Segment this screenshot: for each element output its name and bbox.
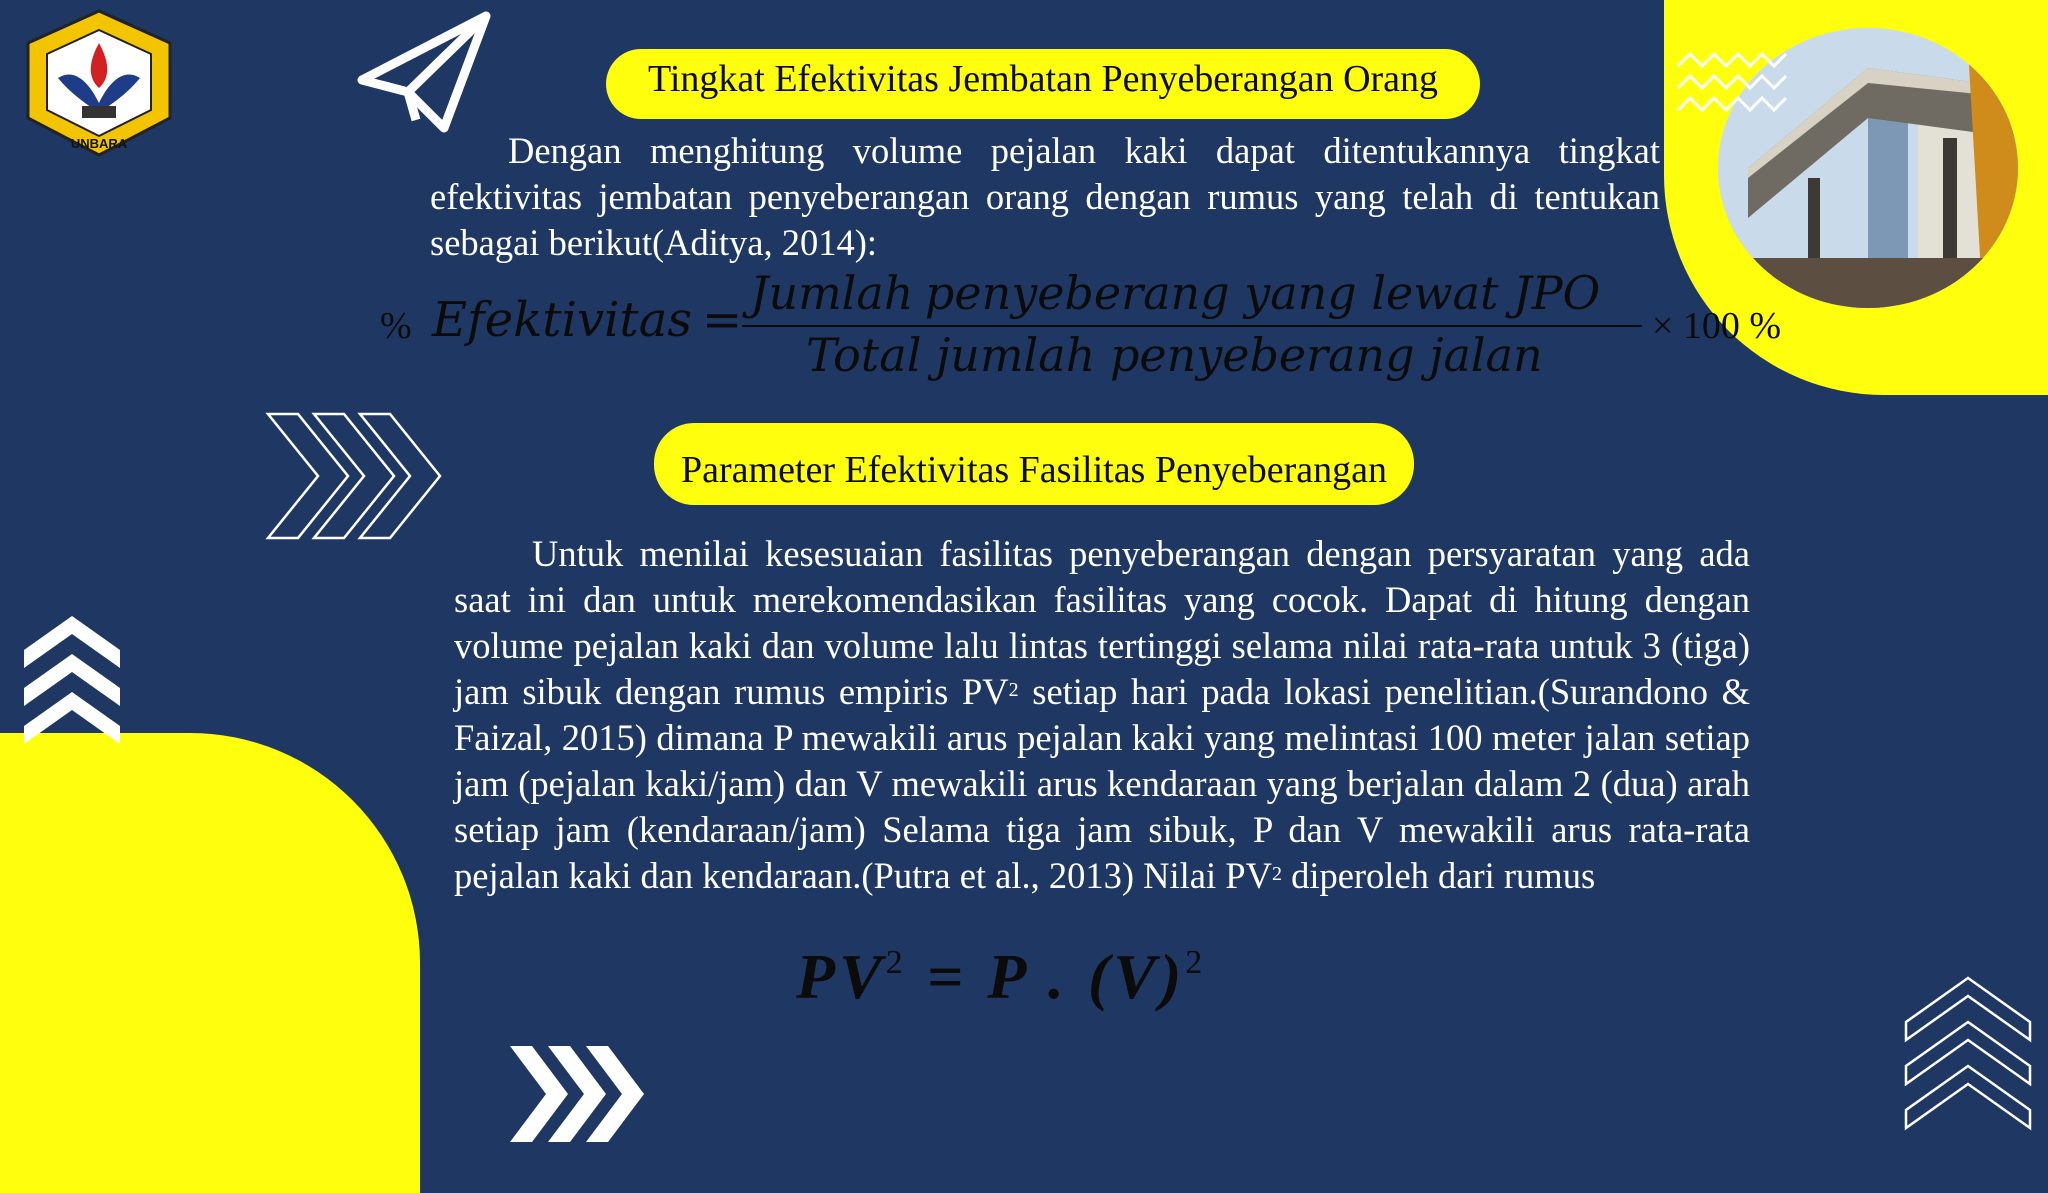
- paper-plane-icon: [356, 10, 492, 134]
- numerator-term-4: lewat JPO: [1371, 266, 1601, 320]
- superscript-2: 2: [1008, 679, 1019, 701]
- section-title-effectiveness: Tingkat Efektivitas Jembatan Penyeberangan Orang: [606, 49, 1480, 119]
- formula-numerator: [750, 266, 1600, 320]
- formula-equals: =: [702, 292, 743, 348]
- denominator-term-2: penyeberang jalan: [1109, 328, 1543, 382]
- section1-body: Dengan menghitung volume pejalan kaki dapat ditentukannya tingkat efektivitas jembatan penyeberangan orang dengan rumus yang telah di tentukan sebagai berikut(Aditya, 2014):: [430, 130, 1660, 263]
- formula-label: Efektivitas: [432, 292, 692, 348]
- logo-short-name: UNBARA: [70, 136, 128, 151]
- chevrons-right-outline-icon: [264, 410, 454, 542]
- section-title-parameter: Parameter Efektivitas Fasilitas Penyeberangan: [654, 423, 1414, 505]
- chevrons-up-icon: [24, 616, 120, 748]
- pv-lhs: PV: [796, 941, 886, 1012]
- formula-percent-prefix: %: [380, 305, 412, 347]
- pv-rhs-exponent: 2: [1185, 944, 1207, 981]
- fraction-line: [742, 325, 1642, 327]
- section2-body-part3: diperoleh dari rumus: [1281, 855, 1596, 896]
- pv-rhs: = P . (V): [926, 941, 1186, 1012]
- numerator-term-3: yang: [1244, 266, 1357, 320]
- formula-multiplier: × 100 %: [1652, 305, 1782, 347]
- yellow-blob-left: [0, 733, 420, 1193]
- pv-formula: [796, 940, 1206, 1014]
- numerator-term-2: penyeberang: [924, 266, 1230, 320]
- formula-denominator: [806, 328, 1543, 382]
- pv-lhs-exponent: 2: [885, 944, 907, 981]
- denominator-term-1: Total jumlah: [806, 328, 1096, 382]
- university-logo: [18, 8, 180, 158]
- section2-body-part2: setiap hari pada lokasi penelitian.(Surandono & Faizal, 2015) dimana P mewakili arus pejalan kaki yang melintasi 100 meter jalan setiap jam (pejalan kaki/jam) dan V mewakili arus kendaraan yang berjalan dalam 2 (dua) arah setiap jam (kendaraan/jam) Selama tiga jam sibuk, P dan V mewakili arus rata-rata pejalan kaki dan kendaraan.(Putra et al., 2013) Nilai PV: [454, 671, 1750, 896]
- section2-paragraph: [454, 531, 1750, 899]
- chevrons-right-solid-icon: [510, 1046, 646, 1142]
- superscript-2: 2: [1271, 863, 1282, 885]
- numerator-term-1: Jumlah: [750, 266, 914, 320]
- zigzag-icon: [1676, 48, 1796, 118]
- section1-paragraph: [430, 128, 1660, 266]
- chevrons-up-outline-icon: [1902, 974, 2034, 1132]
- section2-body-part1: Untuk menilai kesesuaian fasilitas penyeberangan dengan persyaratan yang ada saat ini dan untuk merekomendasikan fasilitas yang cocok. Dapat di hitung dengan volume pejalan kaki dan volume lalu lintas tertinggi selama nilai rata-rata untuk 3 (tiga) jam sibuk dengan rumus empiris PV: [454, 533, 1750, 712]
